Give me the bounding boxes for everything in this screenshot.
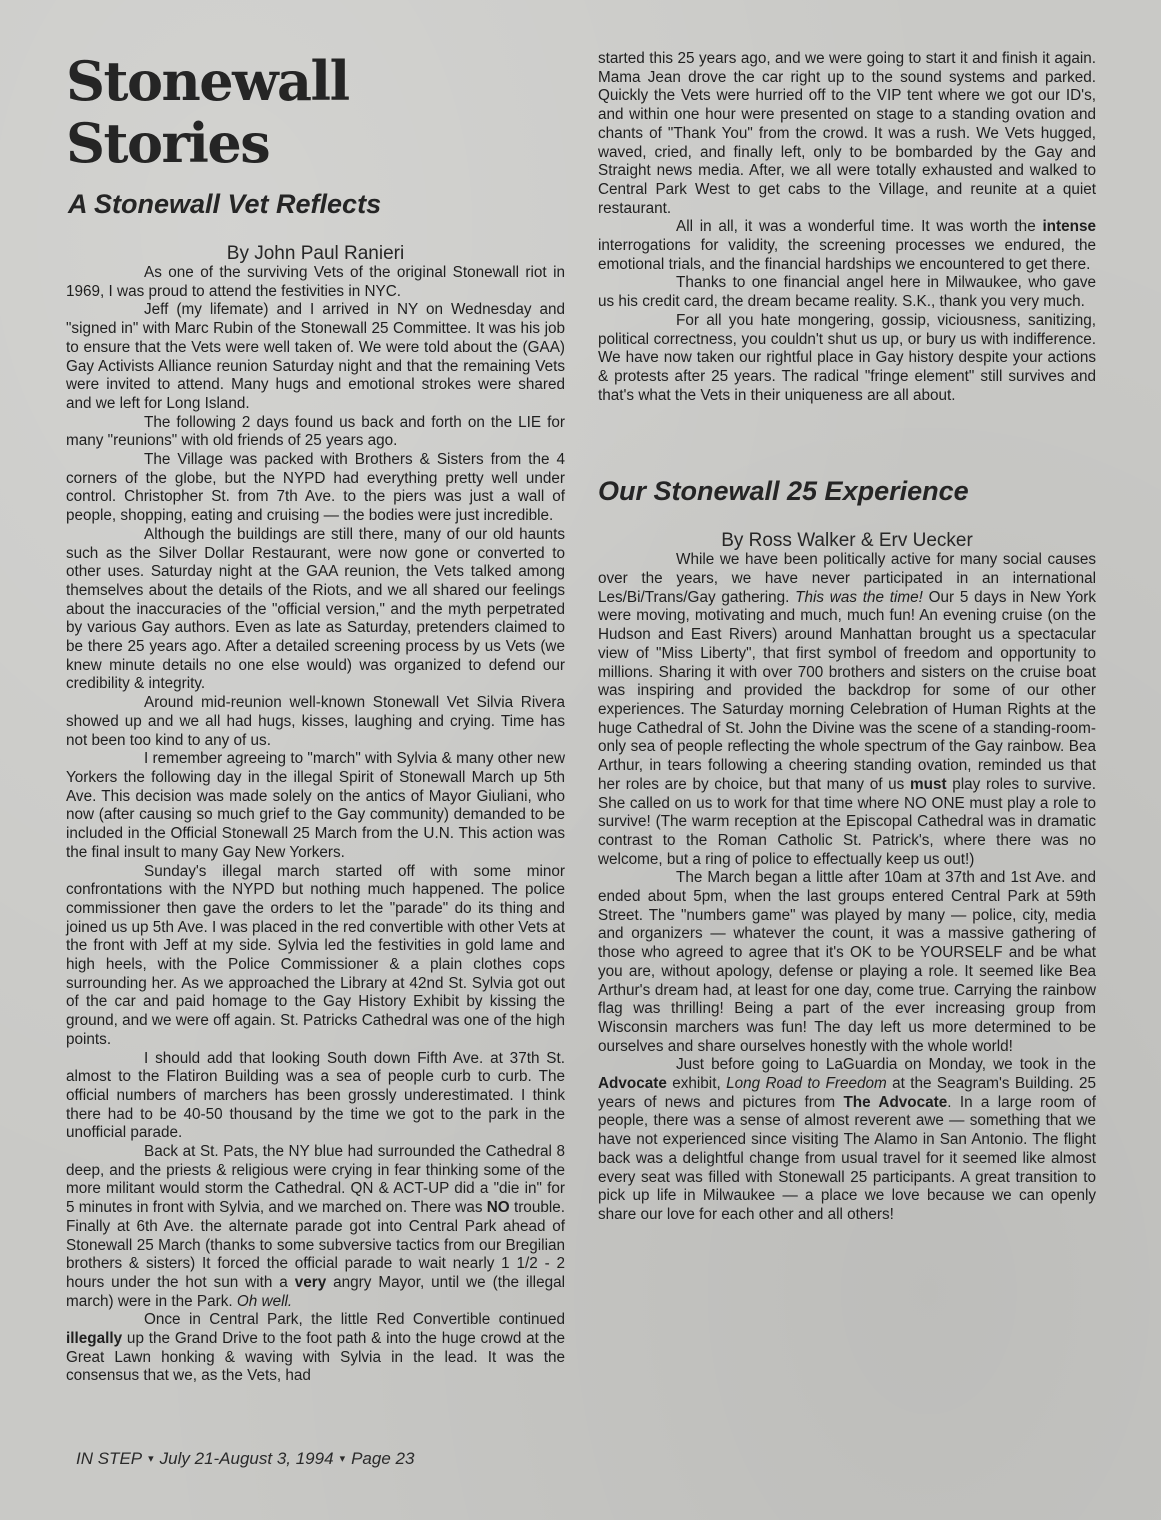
text-run: trouble. Finally at 6th Ave. the alternate parade got into Central Park ahead of Stonewall 25 March (thanks to some subversive tactics from our Bregilian brothers & sisters) It forced the official parade to wait nearly 1 1/2 - 2 hours under the hot sun with a [66,1199,565,1291]
paragraph: The March began a little after 10am at 37th and 1st Ave. and ended about 5pm, when the last groups entered Central Park at 59th Street. The "numbers game" was played by many — police, city, media and organizers — whatever the count, it was a massive gathering of those who agreed to agree that it's OK to be YOURSELF and be what you are, without apology, defense or playing a role. It seemed like Bea Arthur's dream had, at least for one day, come true. Carrying the rainbow flag was thrilling! Being a part of the ever increasing group from Wisconsin marchers was fun! The day left us more determined to be ourselves and share ourselves honestly with the whole world! [598,869,1096,1055]
bold-text: illegally [66,1330,123,1348]
paragraph: Around mid-reunion well-known Stonewall Vet Silvia Rivera showed up and we all had hugs, kisses, laughing and crying. Time has not been too kind to any of us. [66,694,565,749]
text-run: All in all, it was a wonderful time. It was worth the [676,218,1043,236]
article-title: Our Stonewall 25 Experience [598,476,969,507]
publication-name: IN STEP [76,1449,143,1468]
separator-icon: ▾ [339,1453,346,1465]
paragraph: Although the buildings are still there, many of our old haunts such as the Silver Dollar Restaurant, were now gone or converted to other uses. Saturday night at the GAA reunion, the Vets talked among themselves about the details of the Riots, and we all shared our feelings about the inaccuracies of the "official version," and the myth perpetrated by various Gay authors. Even as late as Saturday, pretenders claimed to be there 25 years ago. After a detailed screening process by us Vets (we knew minute details no one else would) was organized to defend our credibility & integrity. [66,525,565,693]
text-run: Back at St. Pats, the NY blue had surrounded the Cathedral 8 deep, and the priests & religious were crying in fear thinking some of the more militant would storm the Cathedral. QN & ACT-UP did a "die in" for 5 minutes in front with Sylvia, and we marched on. There was [66,1143,565,1217]
text-run: While we have been politically active for many social causes over the years, we have never participated in an international Les/Bi/Trans/Gay gathering. [598,551,1096,606]
text-run: up the Grand Drive to the foot path & into the huge crowd at the Great Lawn honking & waving with Sylvia in the lead. It was the consensus that we, as the Vets, had [66,1330,565,1385]
bold-text: must [910,775,947,793]
paragraph [598,1056,1096,1224]
paragraph: For all you hate mongering, gossip, viciousness, sanitizing, political correctness, you couldn't shut us up, or bury us with indifference. We have now taken our rightful place in Gay history despite your actions & protests after 25 years. The radical "fringe element" still survives and that's what the Vets in their uniqueness are all about. [598,311,1096,404]
paragraph: started this 25 years ago, and we were going to start it and finish it again. Mama Jean drove the car right up to the sound systems and parked. Quickly the Vets were hurried off to the VIP tent where we got our ID's, and within one hour were presented on stage to a standing ovation and chants of "Thank You" from the crowd. It was a rush. We Vets hugged, waved, cried, and finally left, only to be bombarded by the Gay and Straight news media. After, we all were totally exhausted and walked to Central Park West to get cabs to the Village, and reunite at a quiet restaurant. [598,50,1096,217]
article-body [598,551,1096,1224]
separator-icon: ▾ [148,1453,154,1465]
paragraph: Thanks to one financial angel here in Milwaukee, who gave us his credit card, the dream became reality. S.K., thank you very much. [598,274,1096,311]
bold-text: NO [486,1199,510,1217]
italic-text: This was the time! [795,588,923,606]
bold-text: Advocate [598,1075,667,1093]
article-byline: By Ross Walker & Erv Uecker [721,530,973,552]
page-footer [76,1449,414,1469]
text-run: play roles to survive. She called on us to work for that time where NO ONE must play a role to survive! (The warm reception at the Episcopal Cathedral was in dramatic contrast to the Roman Catholic St. Patrick's, where there was no welcome, but a ring of police to effectually keep us out!) [598,775,1096,868]
bold-text: very [294,1273,327,1291]
paragraph [66,1311,565,1386]
paragraph: Sunday's illegal march started off with some minor confrontations with the NYPD but nothing much happened. The police commissioner then gave the orders to let the "parade" do its thing and joined us up 5th Ave. I was placed in the red convertible with other Vets at the front with Jeff at my side. Sylvia led the festivities in gold lame and high heels, with the Police Commissioner & a plain clothes cops surrounding her. As we approached the Library at 42nd St. Sylvia got out of the car and paid homage to the Gay History Exhibit by kissing the ground, and we were off again. St. Patricks Cathedral was one of the high points. [66,862,565,1048]
paragraph: The Village was packed with Brothers & Sisters from the 4 corners of the globe, but the NYPD had everything pretty well under control. Christopher St. from 7th Ave. to the piers was just a wall of people, shopping, eating and cruising — the bodies were just incredible. [66,451,565,525]
issue-date: July 21-August 3, 1994 [159,1449,334,1468]
paragraph [598,551,1096,869]
bold-text: The Advocate [843,1093,948,1111]
masthead: Stonewall Stories [66,49,349,175]
paragraph: As one of the surviving Vets of the original Stonewall riot in 1969, I was proud to attend the festivities in NYC. [66,264,565,300]
page-number: Page 23 [351,1449,415,1468]
text-run: Just before going to LaGuardia on Monday, we took in the [676,1056,1096,1074]
bold-text: intense [1042,218,1096,236]
article-body-continued [598,50,1096,405]
left-column [66,50,565,1386]
text-run: interrogations for validity, the screening processes we endured, the emotional trials, and the financial hardships we encountered to get there. [598,237,1096,273]
text-run: Once in Central Park, the little Red Convertible continued [144,1311,565,1329]
article-byline: By John Paul Ranieri [226,243,405,264]
article-title: A Stonewall Vet Reflects [68,189,382,219]
paragraph: I should add that looking South down Fifth Ave. at 37th St. almost to the Flatiron Building was a sea of people curb to curb. The official numbers of marchers has been grossly underestimated. I think there had to be 40-50 thousand by the time we got to the park in the unofficial parade. [66,1049,565,1142]
paragraph: The following 2 days found us back and forth on the LIE for many "reunions" with old friends of 25 years ago. [66,413,565,450]
text-run: . In a large room of people, there was a sense of almost reverent awe — something that we have not experienced since visiting The Alamo in San Antonio. The flight back was a delightful change from usual travel for it seemed like almost every seat was filled with Stonewall 25 participants. A great transition to pick up life in Milwaukee — a place we love because we can openly share our love for each other and all others! [598,1093,1096,1223]
paragraph: Jeff (my lifemate) and I arrived in NY on Wednesday and "signed in" with Marc Rubin of the Stonewall 25 Committee. It was his job to ensure that the Vets were well taken of. We were told about the (GAA) Gay Activists Alliance reunion Saturday night and that the remaining Vets were invited to attend. Many hugs and emotional strokes were shared and we left for Long Island. [66,301,565,412]
text-run: at the Seagram's Building. 25 years of news and pictures from [598,1075,1096,1111]
right-column [598,50,1096,1225]
text-run: angry Mayor, until we (the illegal march) were in the Park. [66,1273,565,1310]
article-body [66,264,565,1386]
italic-text: Long Road to Freedom [726,1075,887,1093]
text-run: exhibit, [666,1075,727,1093]
paragraph [598,218,1096,274]
text-run: Our 5 days in New York were moving, motivating and much, much fun! An evening cruise (on the Hudson and East Rivers) around Manhattan brought us a spectacular view of "Miss Liberty", that first symbol of freedom and opportunity to millions. Sharing it with over 700 brothers and sisters on the cruise boat was inspiring and provided the backdrop for some of our other experiences. The Saturday morning Celebration of Human Rights at the huge Cathedral of St. John the Divine was the scene of a standing-room- only sea of people reflecting the whole spectrum of the Gay rainbow. Bea Arthur, in tears following a cheering standing ovation, reminded us that her roles are by choice, but that many of us [598,588,1096,793]
italic-text: Oh well. [236,1292,293,1310]
paragraph [66,1143,565,1311]
paragraph: I remember agreeing to "march" with Sylvia & many other new Yorkers the following day in the illegal Spirit of Stonewall March up 5th Ave. This decision was made solely on the antics of Mayor Giuliani, who now (after causing so much grief to the Gay community) demanded to be included in the Official Stonewall 25 March from the U.N. This action was the final insult to many Gay New Yorkers. [66,750,565,861]
